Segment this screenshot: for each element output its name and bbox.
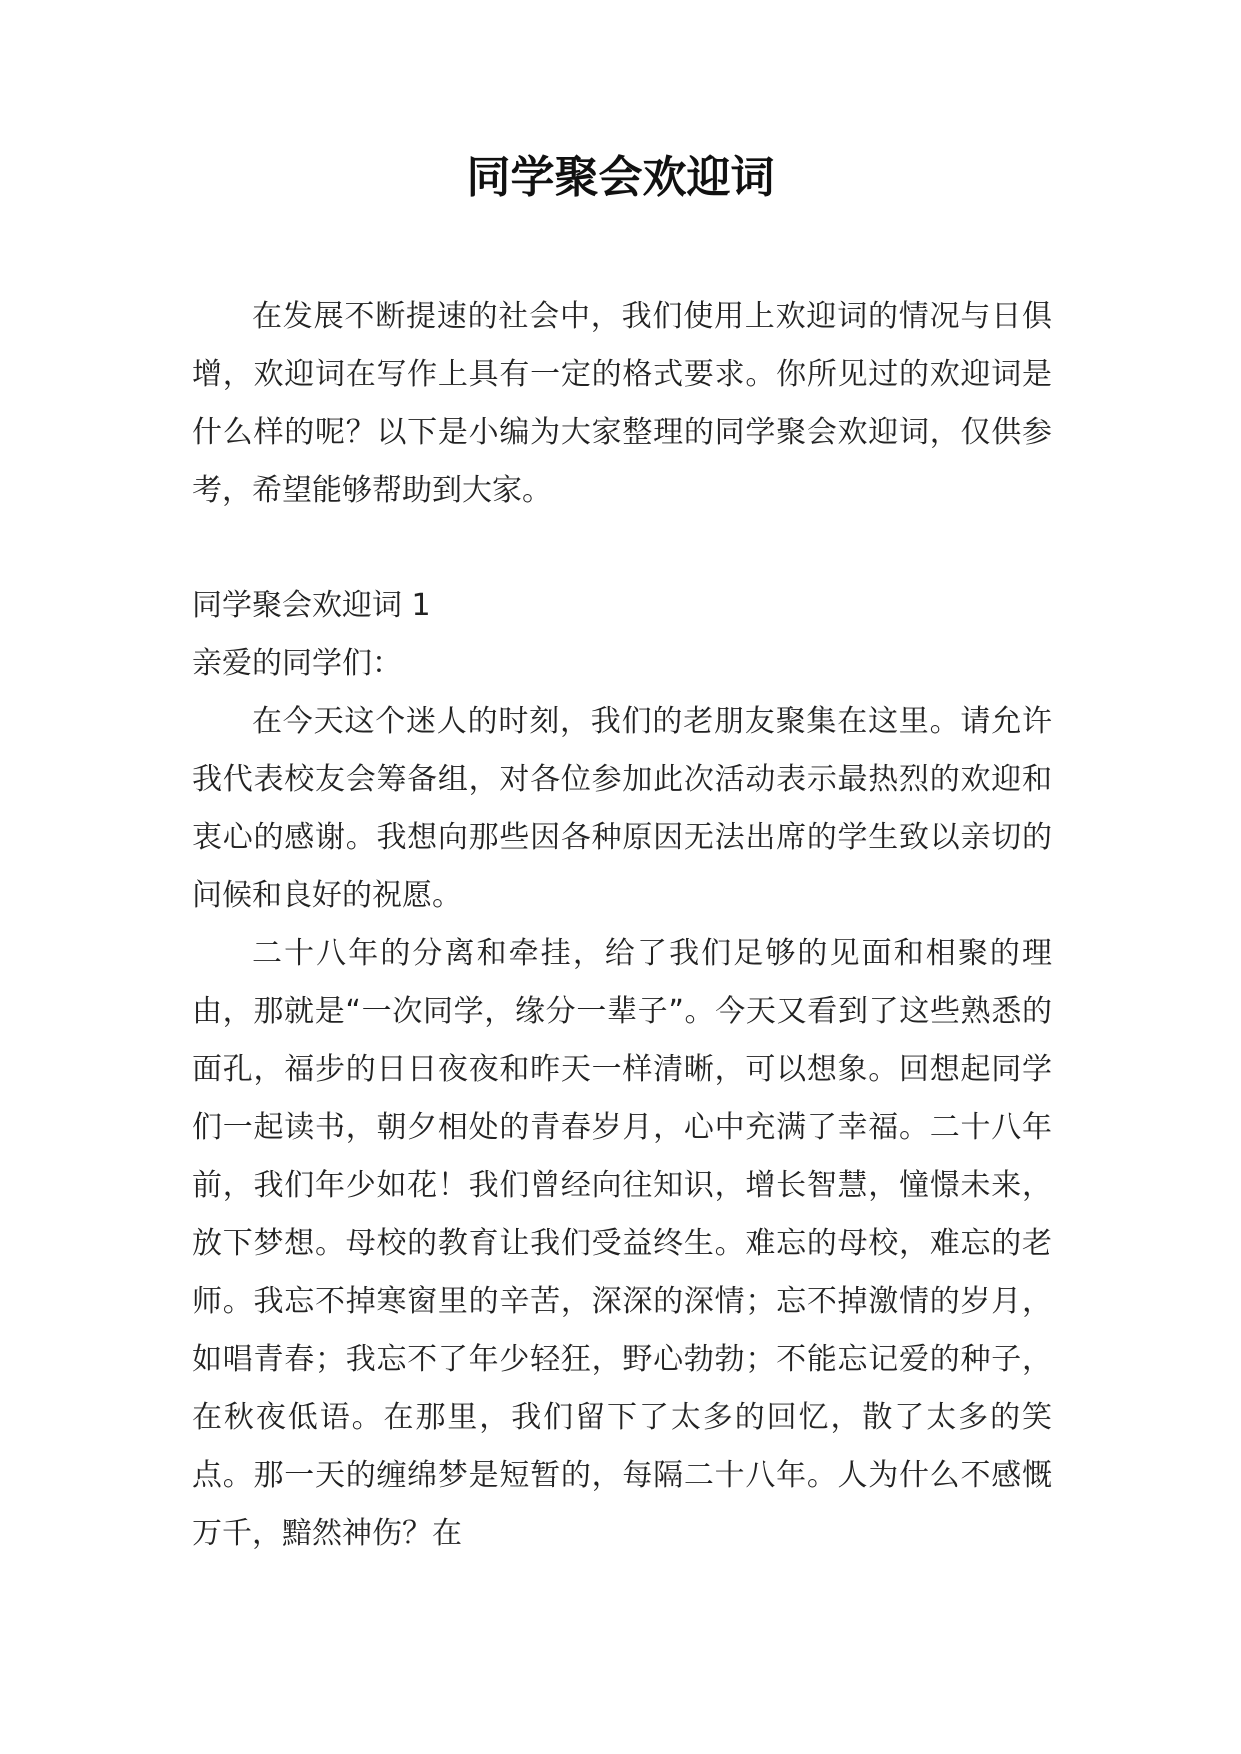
body-paragraph-2: 二十八年的分离和牵挂，给了我们足够的见面和相聚的理由，那就是“一次同学，缘分一辈子”。今天又看到了这些熟悉的面孔，福步的日日夜夜和昨天一样清晰，可以想象。回想起同学们一起读书，朝夕相处的青春岁月，心中充满了幸福。二十八年前，我们年少如花！我们曾经向往知识，增长智慧，憧憬未来，放下梦想。母校的教育让我们受益终生。难忘的母校，难忘的老师。我忘不掉寒窗里的辛苦，深深的深情；忘不掉激情的岁月，如唱青春；我忘不了年少轻狂，野心勃勃；不能忘记爱的种子，在秋夜低语。在那里，我们留下了太多的回忆，散了太多的笑点。那一天的缠绵梦是短暂的，每隔二十八年。人为什么不感慨万千，黯然神伤？在 [192,936,1052,1551]
section-heading: 同学聚会欢迎词 1 [192,588,431,623]
salutation: 亲爱的同学们： [192,646,402,681]
document-title: 同学聚会欢迎词 [466,152,775,203]
intro-paragraph: 在发展不断提速的社会中，我们使用上欢迎词的情况与日俱增，欢迎词在写作上具有一定的格式要求。你所见过的欢迎词是什么样的呢？以下是小编为大家整理的同学聚会欢迎词，仅供参考，希望能够帮助到大家。 [192,299,1052,508]
speech-section-1 [192,577,1052,1563]
intro-section [192,288,1052,520]
body-paragraph-1: 在今天这个迷人的时刻，我们的老朋友聚集在这里。请允许我代表校友会筹备组，对各位参加此次活动表示最热烈的欢迎和衷心的感谢。我想向那些因各种原因无法出席的学生致以亲切的问候和良好的祝愿。 [192,704,1052,913]
